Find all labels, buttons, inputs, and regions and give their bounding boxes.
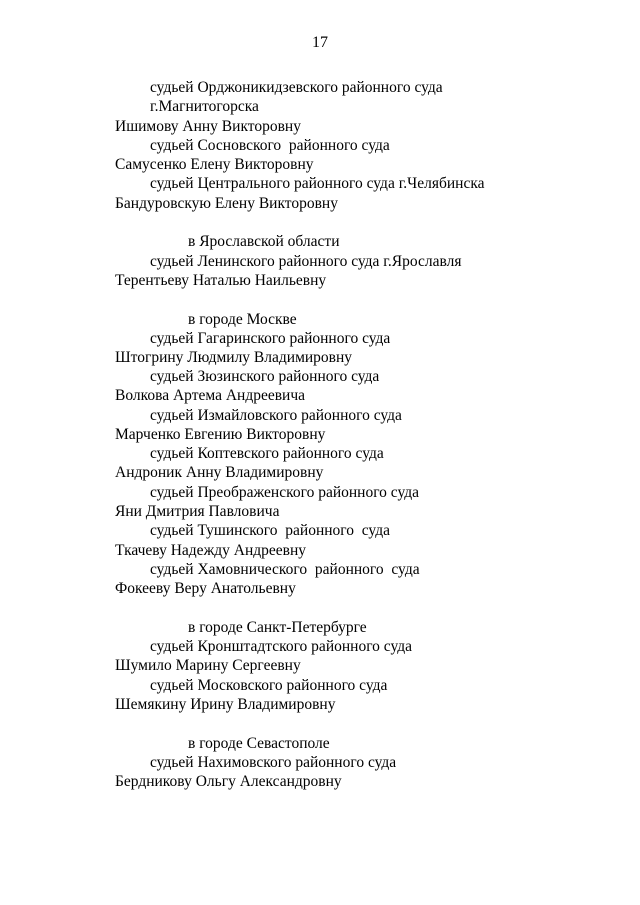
- judge-name: Шумило Марину Сергеевну: [115, 657, 301, 674]
- judge-name: Яни Дмитрия Павловича: [115, 503, 280, 520]
- judge-name: Шемякину Ирину Владимировну: [115, 696, 336, 713]
- court-appointment-line: судьей Орджоникидзевского районного суда: [150, 79, 443, 96]
- court-appointment-line: судьей Центрального районного суда г.Челябинска: [150, 175, 485, 192]
- court-appointment-line: судьей Тушинского районного суда: [150, 522, 390, 539]
- judge-name: Фокееву Веру Анатольевну: [115, 580, 296, 597]
- judge-name: Терентьеву Наталью Наильевну: [115, 272, 327, 289]
- court-appointment-line: судьей Преображенского районного суда: [150, 484, 420, 501]
- judge-name: Штогрину Людмилу Владимировну: [115, 349, 353, 366]
- court-appointment-line: судьей Кронштадтского районного суда: [150, 638, 413, 655]
- region-heading: в городе Санкт-Петербурге: [188, 619, 367, 636]
- judge-name: Марченко Евгению Викторовну: [115, 426, 326, 443]
- court-appointment-line: судьей Московского районного суда: [150, 677, 388, 694]
- judge-name: Бандуровскую Елену Викторовну: [115, 195, 338, 212]
- court-appointment-line: судьей Коптевского районного суда: [150, 445, 384, 462]
- court-appointment-line: судьей Хамовнического районного суда: [150, 561, 420, 578]
- judge-name: Ткачеву Надежду Андреевну: [115, 542, 307, 559]
- court-appointment-line: судьей Нахимовского районного суда: [150, 754, 397, 771]
- court-city-line: г.Магнитогорска: [150, 98, 259, 115]
- court-appointment-line: судьей Зюзинского районного суда: [150, 368, 380, 385]
- court-appointment-line: судьей Сосновского районного суда: [150, 137, 390, 154]
- court-appointment-line: судьей Гагаринского районного суда: [150, 330, 391, 347]
- judge-name: Бердникову Ольгу Александровну: [115, 773, 342, 790]
- judge-name: Ишимову Анну Викторовну: [115, 118, 301, 135]
- judge-name: Самусенко Елену Викторовну: [115, 156, 314, 173]
- region-heading: в Ярославской области: [188, 233, 340, 250]
- court-appointment-line: судьей Измайловского районного суда: [150, 407, 402, 424]
- region-heading: в городе Москве: [188, 311, 297, 328]
- page-number: 17: [312, 34, 328, 51]
- judge-name: Волкова Артема Андреевича: [115, 387, 306, 404]
- region-heading: в городе Севастополе: [188, 735, 330, 752]
- judge-name: Андроник Анну Владимировну: [115, 464, 324, 481]
- court-appointment-line: судьей Ленинского районного суда г.Ярославля: [150, 253, 462, 270]
